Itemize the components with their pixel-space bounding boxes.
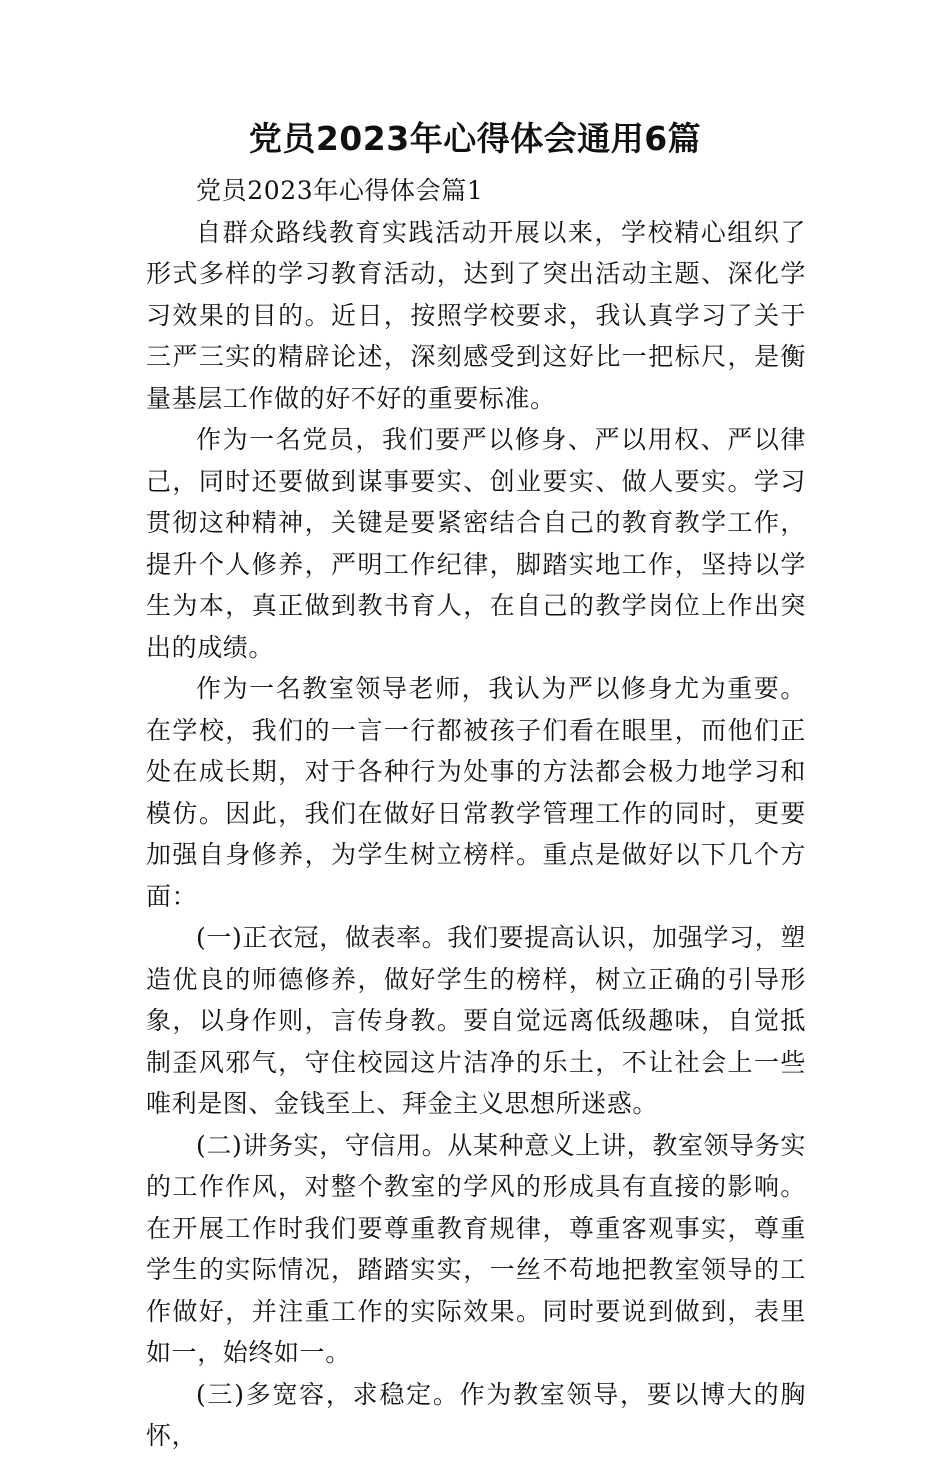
paragraph: (三)多宽容，求稳定。作为教室领导，要以博大的胸怀，	[146, 1379, 806, 1450]
paragraph: 作为一名党员，我们要严以修身、严以用权、严以律己，同时还要做到谋事要实、创业要实、做人要实。学习贯彻这种精神，关键是要紧密结合自己的教育教学工作，提升个人修养，严明工作纪律，脚踏实地工作，坚持以学生为本，真正做到教书育人，在自己的教学岗位上作出突出的成绩。	[146, 425, 806, 662]
paragraph: (一)正衣冠，做表率。我们要提高认识，加强学习，塑造优良的师德修养，做好学生的榜样，树立正确的引导形象，以身作则，言传身教。要自觉远离低级趣味，自觉抵制歪风邪气，守住校园这片洁净的乐土，不让社会上一些唯利是图、金钱至上、拜金主义思想所迷惑。	[146, 923, 806, 1118]
document-body	[146, 170, 806, 1457]
paragraph: (二)讲务实，守信用。从某种意义上讲，教室领导务实的工作作风，对整个教室的学风的形成具有直接的影响。在开展工作时我们要尊重教育规律，尊重客观事实，尊重学生的实际情况，踏踏实实，一丝不苟地把教室领导的工作做好，并注重工作的实际效果。同时要说到做到，表里如一，始终如一。	[146, 1130, 806, 1367]
section-heading: 党员2023年心得体会篇1	[196, 176, 484, 205]
paragraph: 自群众路线教育实践活动开展以来，学校精心组织了形式多样的学习教育活动，达到了突出活动主题、深化学习效果的目的。近日，按照学校要求，我认真学习了关于三严三实的精辟论述，深刻感受到这好比一把标尺，是衡量基层工作做的好不好的重要标准。	[146, 217, 806, 413]
document-title: 党员2023年心得体会通用6篇	[248, 119, 702, 158]
paragraph: 作为一名教室领导老师，我认为严以修身尤为重要。在学校，我们的一言一行都被孩子们看在眼里，而他们正处在成长期，对于各种行为处事的方法都会极力地学习和模仿。因此，我们在做好日常教学管理工作的同时，更要加强自身修养，为学生树立榜样。重点是做好以下几个方面：	[146, 674, 806, 911]
